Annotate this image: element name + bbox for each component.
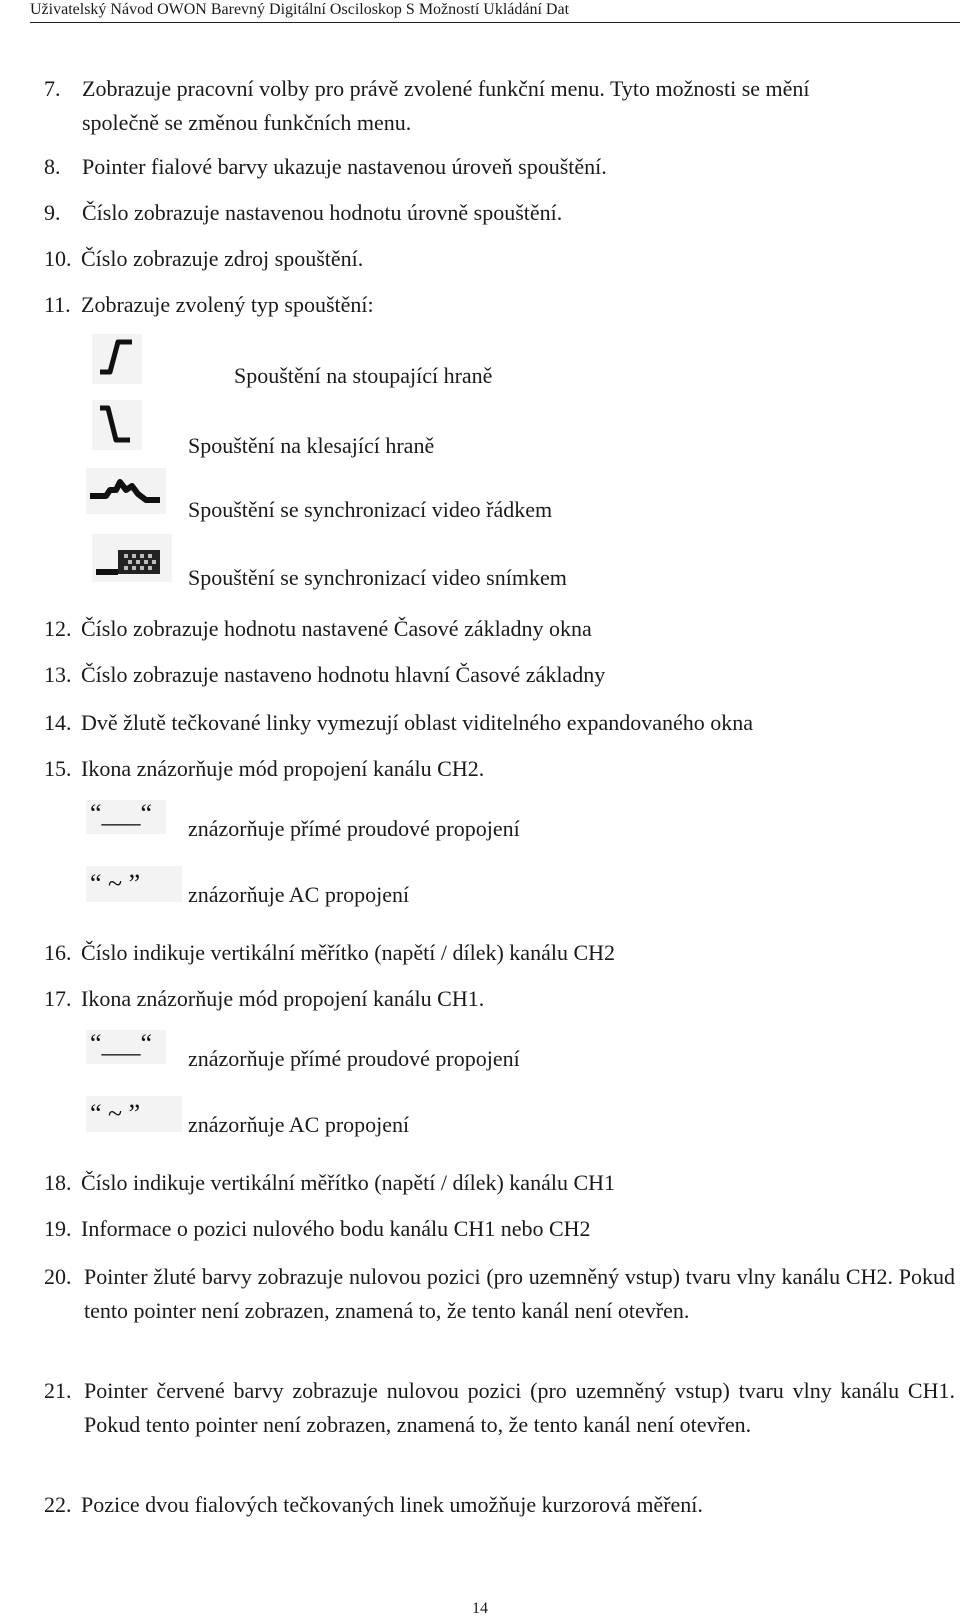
ac-coupling-icon: [86, 1096, 182, 1132]
item-text: Číslo indikuje vertikální měřítko (napětí / dílek) kanálu CH1: [81, 1170, 616, 1195]
item-number: 11.: [44, 292, 71, 317]
item-text: Pointer fialové barvy ukazuje nastavenou úroveň spouštění.: [82, 154, 607, 179]
item-number: 20.: [44, 1264, 72, 1289]
video-frame-icon: [92, 534, 172, 582]
item-text: Číslo zobrazuje nastavenou hodnotu úrovně spouštění.: [82, 200, 563, 225]
item-text: Číslo zobrazuje hodnotu nastavené Časové základny okna: [81, 616, 592, 641]
item-number: 18.: [44, 1170, 72, 1195]
item-text: Informace o pozici nulového bodu kanálu CH1 nebo CH2: [81, 1216, 591, 1241]
item-text: Zobrazuje pracovní volby pro právě zvolené funkční menu. Tyto možnosti se mění: [82, 76, 810, 101]
trigger-label-video-line: Spouštění se synchronizací video řádkem: [188, 497, 553, 522]
item-text: Číslo indikuje vertikální měřítko (napětí / dílek) kanálu CH2: [81, 940, 616, 965]
item-text: Dvě žlutě tečkované linky vymezují oblast viditelného expandovaného okna: [81, 710, 754, 735]
ac-glyph: “ ~ ”: [90, 1099, 141, 1128]
item-number: 8.: [44, 154, 61, 179]
page-header: [30, 0, 960, 23]
item-text: Ikona znázorňuje mód propojení kanálu CH2.: [81, 756, 485, 781]
ac-glyph: “ ~ ”: [90, 869, 141, 898]
falling-edge-icon: [92, 400, 142, 450]
trigger-label-falling: Spouštění na klesající hraně: [188, 433, 435, 458]
item-text: Číslo zobrazuje zdroj spouštění.: [81, 246, 364, 271]
ch1-ac-label: znázorňuje AC propojení: [188, 1112, 410, 1137]
dc-coupling-icon: [86, 800, 166, 834]
video-line-icon: [86, 468, 166, 514]
header-title: Uživatelský Návod OWON Barevný Digitální Osciloskop S Možností Ukládání Dat: [30, 1, 570, 18]
list-item-20: [44, 1260, 955, 1362]
item-number: 14.: [44, 710, 72, 735]
dc-glyph: “___“: [90, 800, 153, 828]
item-number: 22.: [44, 1492, 72, 1517]
ac-coupling-icon: [86, 866, 182, 902]
dc-coupling-icon: [86, 1030, 166, 1064]
item-number: 9.: [44, 200, 61, 225]
trigger-label-rising: Spouštění na stoupající hraně: [234, 363, 493, 388]
list-item-21: [44, 1374, 955, 1476]
item-number: 21.: [44, 1378, 72, 1403]
item-number: 12.: [44, 616, 72, 641]
item-text: Ikona znázorňuje mód propojení kanálu CH1.: [81, 986, 485, 1011]
item-text: Pozice dvou fialových tečkovaných linek umožňuje kurzorová měření.: [81, 1492, 703, 1517]
item-number: 15.: [44, 756, 72, 781]
item-text: společně se změnou funkčních menu.: [82, 110, 412, 135]
trigger-label-video-frame: Spouštění se synchronizací video snímkem: [188, 565, 567, 590]
item-text: Pointer červené barvy zobrazuje nulovou pozici (pro uzemněný vstup) tvaru vlny kanálu CH1. Pokud tento pointer není zobrazen, znamená to, že tento kanál není otevřen.: [84, 1378, 955, 1437]
item-number: 13.: [44, 662, 72, 687]
item-number: 17.: [44, 986, 72, 1011]
item-text: Zobrazuje zvolený typ spouštění:: [81, 292, 374, 317]
item-text: Pointer žluté barvy zobrazuje nulovou pozici (pro uzemněný vstup) tvaru vlny kanálu CH2. Pokud tento pointer není zobrazen, znamená to, že tento kanál není otevřen.: [84, 1264, 955, 1323]
item-text: Číslo zobrazuje nastaveno hodnotu hlavní Časové základny: [81, 662, 606, 687]
page-number: 14: [472, 1600, 488, 1617]
dc-glyph: “___“: [90, 1030, 153, 1058]
rising-edge-icon: [92, 334, 142, 384]
ch2-ac-label: znázorňuje AC propojení: [188, 882, 410, 907]
item-number: 19.: [44, 1216, 72, 1241]
item-number: 16.: [44, 940, 72, 965]
item-number: 10.: [44, 246, 72, 271]
item-number: 7.: [44, 76, 61, 101]
ch2-dc-label: znázorňuje přímé proudové propojení: [188, 816, 520, 841]
ch1-dc-label: znázorňuje přímé proudové propojení: [188, 1046, 520, 1071]
